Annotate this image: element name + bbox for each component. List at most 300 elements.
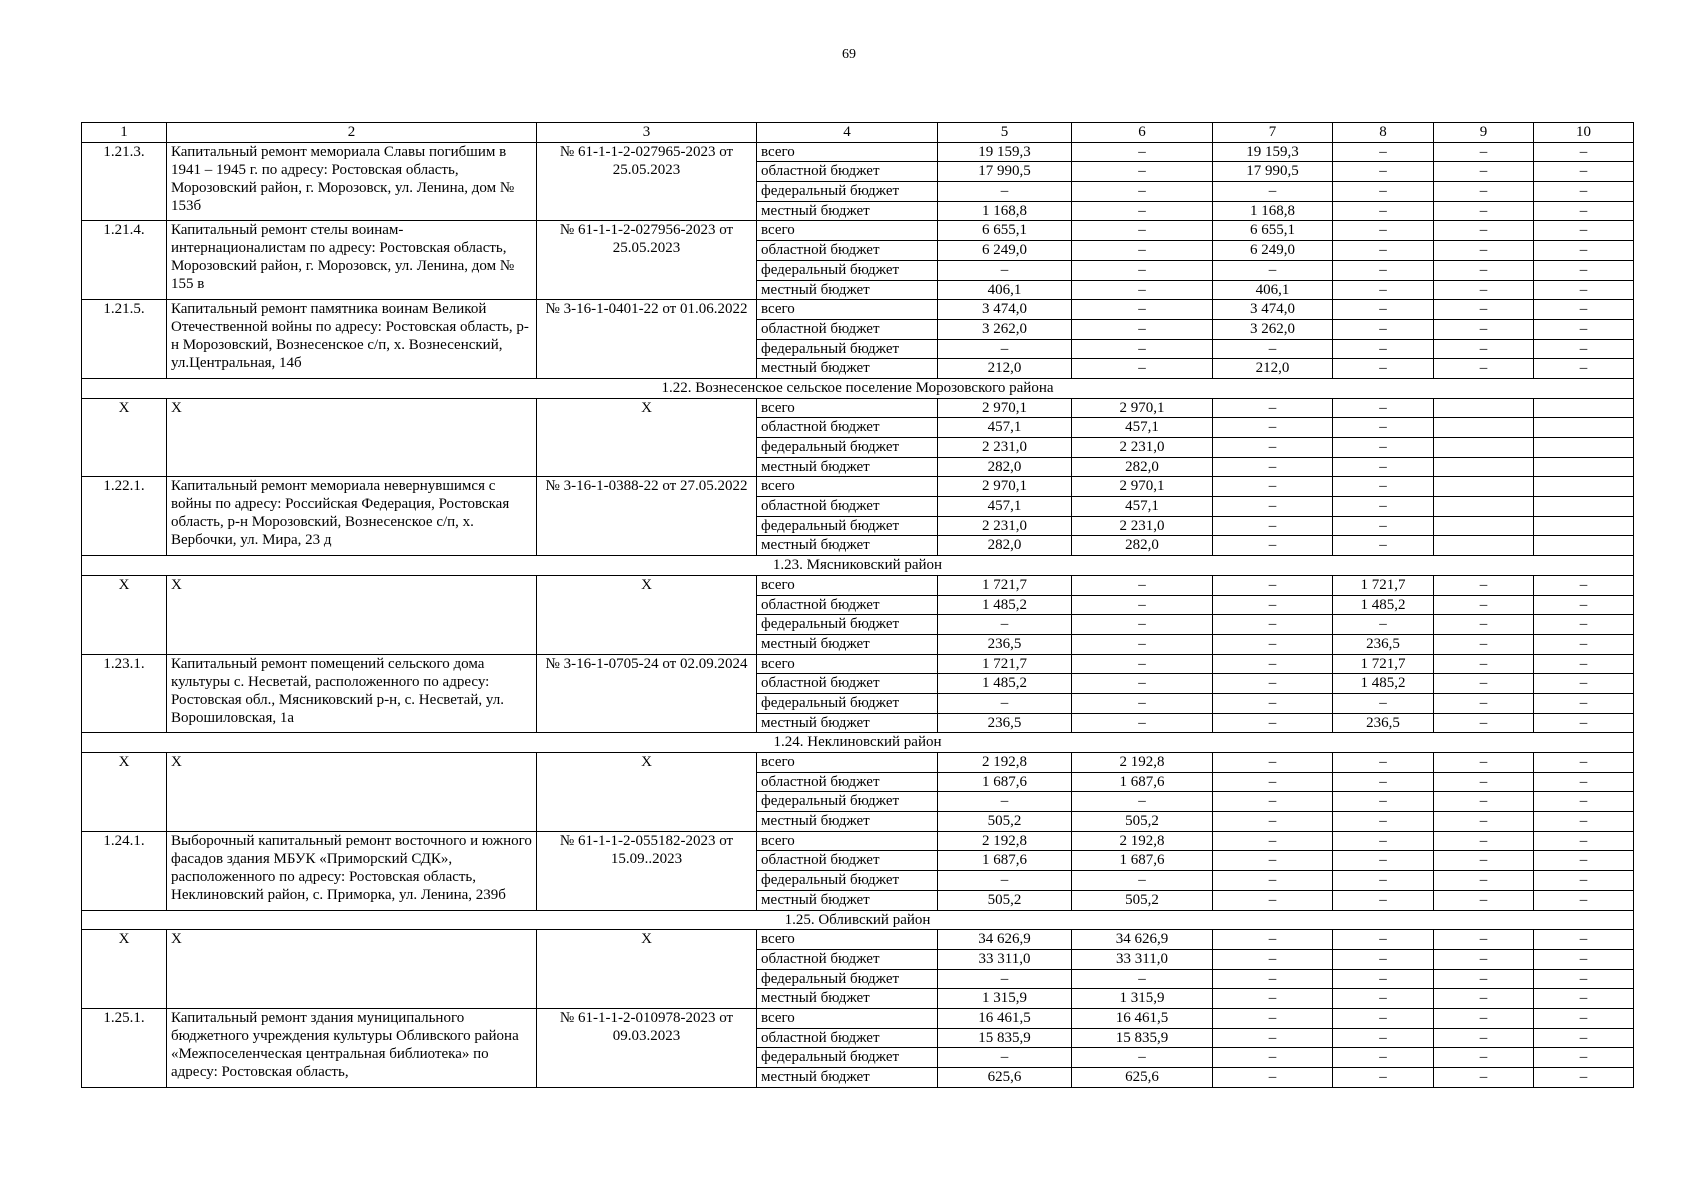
amount-cell: –: [1213, 595, 1333, 615]
amount-cell: [1434, 398, 1534, 418]
table-row: [82, 753, 1634, 773]
amount-cell: –: [1434, 654, 1534, 674]
amount-cell: 3 474,0: [1213, 300, 1333, 320]
amount-cell: –: [1434, 595, 1534, 615]
funding-source: местный бюджет: [757, 1068, 938, 1088]
funding-source: областной бюджет: [757, 319, 938, 339]
amount-cell: –: [1333, 536, 1434, 556]
amount-cell: –: [1213, 949, 1333, 969]
amount-cell: 2 970,1: [938, 477, 1072, 497]
amount-cell: –: [1534, 595, 1634, 615]
amount-cell: –: [1534, 772, 1634, 792]
amount-cell: –: [1333, 615, 1434, 635]
amount-cell: –: [1333, 438, 1434, 458]
amount-cell: –: [1213, 792, 1333, 812]
amount-cell: –: [1333, 339, 1434, 359]
funding-source: всего: [757, 575, 938, 595]
amount-cell: –: [1534, 280, 1634, 300]
funding-source: областной бюджет: [757, 497, 938, 517]
funding-source: всего: [757, 753, 938, 773]
amount-cell: –: [1333, 398, 1434, 418]
amount-cell: –: [1434, 615, 1534, 635]
amount-cell: –: [1072, 674, 1213, 694]
amount-cell: –: [1434, 713, 1534, 733]
amount-cell: [1434, 536, 1534, 556]
amount-cell: –: [1072, 615, 1213, 635]
funding-source: всего: [757, 831, 938, 851]
amount-cell: [1434, 497, 1534, 517]
column-number: 10: [1534, 123, 1634, 143]
amount-cell: –: [1213, 634, 1333, 654]
amount-cell: –: [1333, 930, 1434, 950]
amount-cell: 6 655,1: [1213, 221, 1333, 241]
object-name: Выборочный капитальный ремонт восточного и южного фасадов здания МБУК «Приморский СДК», расположенного по адресу: Ростовская область, Неклиновский район, с. Приморка, ул. Ленина, 239б: [167, 831, 537, 910]
funding-source: федеральный бюджет: [757, 792, 938, 812]
amount-cell: –: [1534, 1048, 1634, 1068]
amount-cell: 15 835,9: [1072, 1028, 1213, 1048]
funding-source: федеральный бюджет: [757, 516, 938, 536]
amount-cell: –: [1333, 812, 1434, 832]
amount-cell: –: [1333, 260, 1434, 280]
amount-cell: –: [1534, 1028, 1634, 1048]
amount-cell: –: [1434, 871, 1534, 891]
amount-cell: –: [1534, 831, 1634, 851]
funding-source: местный бюджет: [757, 201, 938, 221]
amount-cell: –: [1534, 871, 1634, 891]
amount-cell: –: [1333, 792, 1434, 812]
item-number: 1.21.5.: [82, 300, 167, 379]
amount-cell: –: [1534, 930, 1634, 950]
amount-cell: –: [1072, 871, 1213, 891]
object-name: Капитальный ремонт мемориала Славы погибшим в 1941 – 1945 г. по адресу: Ростовская область, Морозовский район, г. Морозовск, ул. Ленина, дом № 153б: [167, 142, 537, 221]
amount-cell: 2 192,8: [938, 753, 1072, 773]
amount-cell: –: [1213, 753, 1333, 773]
amount-cell: 2 192,8: [938, 831, 1072, 851]
amount-cell: 17 990,5: [938, 162, 1072, 182]
amount-cell: –: [1072, 319, 1213, 339]
amount-cell: [1534, 536, 1634, 556]
funding-source: местный бюджет: [757, 359, 938, 379]
amount-cell: –: [1213, 418, 1333, 438]
amount-cell: –: [1072, 280, 1213, 300]
page-number: 69: [842, 47, 856, 62]
funding-source: всего: [757, 930, 938, 950]
amount-cell: –: [1333, 418, 1434, 438]
amount-cell: –: [1434, 1048, 1534, 1068]
amount-cell: –: [938, 969, 1072, 989]
amount-cell: –: [1434, 753, 1534, 773]
amount-cell: –: [1333, 162, 1434, 182]
amount-cell: –: [1072, 241, 1213, 261]
funding-source: местный бюджет: [757, 713, 938, 733]
expertise-conclusion: № 61-1-1-2-027956-2023 от 25.05.2023: [537, 221, 757, 300]
funding-source: всего: [757, 142, 938, 162]
funding-source: федеральный бюджет: [757, 438, 938, 458]
funding-source: местный бюджет: [757, 890, 938, 910]
amount-cell: –: [1213, 438, 1333, 458]
funding-source: федеральный бюджет: [757, 1048, 938, 1068]
amount-cell: –: [1333, 989, 1434, 1009]
amount-cell: –: [1534, 753, 1634, 773]
amount-cell: 1 168,8: [1213, 201, 1333, 221]
amount-cell: 1 485,2: [1333, 674, 1434, 694]
amount-cell: –: [1072, 634, 1213, 654]
expertise-conclusion: Х: [537, 398, 757, 477]
funding-source: всего: [757, 1008, 938, 1028]
amount-cell: –: [938, 871, 1072, 891]
item-number: 1.23.1.: [82, 654, 167, 733]
funding-source: местный бюджет: [757, 280, 938, 300]
column-number-row: [82, 123, 1634, 143]
amount-cell: 236,5: [1333, 634, 1434, 654]
amount-cell: 236,5: [938, 713, 1072, 733]
amount-cell: –: [1333, 300, 1434, 320]
amount-cell: 1 485,2: [1333, 595, 1434, 615]
funding-source: местный бюджет: [757, 989, 938, 1009]
amount-cell: 16 461,5: [1072, 1008, 1213, 1028]
amount-cell: –: [1213, 674, 1333, 694]
amount-cell: –: [1072, 142, 1213, 162]
amount-cell: –: [1333, 969, 1434, 989]
amount-cell: 625,6: [1072, 1068, 1213, 1088]
column-number: 6: [1072, 123, 1213, 143]
amount-cell: –: [1534, 142, 1634, 162]
amount-cell: –: [1213, 516, 1333, 536]
amount-cell: –: [1434, 182, 1534, 202]
amount-cell: 1 315,9: [938, 989, 1072, 1009]
amount-cell: –: [1213, 693, 1333, 713]
amount-cell: [1534, 438, 1634, 458]
amount-cell: 236,5: [1333, 713, 1434, 733]
funding-source: всего: [757, 398, 938, 418]
amount-cell: –: [1434, 930, 1534, 950]
amount-cell: –: [1333, 772, 1434, 792]
amount-cell: –: [1534, 182, 1634, 202]
item-number: Х: [82, 575, 167, 654]
amount-cell: –: [1434, 949, 1534, 969]
table-row: [82, 142, 1634, 162]
amount-cell: 33 311,0: [1072, 949, 1213, 969]
amount-cell: 282,0: [1072, 536, 1213, 556]
amount-cell: [1434, 418, 1534, 438]
amount-cell: –: [1213, 182, 1333, 202]
amount-cell: [1534, 418, 1634, 438]
section-title: 1.25. Обливский район: [82, 910, 1634, 930]
funding-source: областной бюджет: [757, 162, 938, 182]
amount-cell: –: [1534, 221, 1634, 241]
amount-cell: –: [1434, 300, 1534, 320]
funding-source: всего: [757, 221, 938, 241]
amount-cell: –: [1213, 969, 1333, 989]
amount-cell: –: [1534, 1068, 1634, 1088]
funding-source: местный бюджет: [757, 634, 938, 654]
amount-cell: –: [1434, 1008, 1534, 1028]
amount-cell: [1434, 477, 1534, 497]
amount-cell: –: [1434, 693, 1534, 713]
amount-cell: [1534, 516, 1634, 536]
section-title: 1.22. Вознесенское сельское поселение Морозовского района: [82, 378, 1634, 398]
column-number: 7: [1213, 123, 1333, 143]
amount-cell: 212,0: [938, 359, 1072, 379]
amount-cell: 1 687,6: [1072, 772, 1213, 792]
table-row: [82, 575, 1634, 595]
amount-cell: –: [1333, 359, 1434, 379]
amount-cell: –: [1333, 457, 1434, 477]
budget-table: [81, 122, 1634, 1088]
column-number: 4: [757, 123, 938, 143]
item-number: 1.21.3.: [82, 142, 167, 221]
amount-cell: [1534, 477, 1634, 497]
table-row: [82, 930, 1634, 950]
funding-source: федеральный бюджет: [757, 693, 938, 713]
amount-cell: 406,1: [938, 280, 1072, 300]
expertise-conclusion: Х: [537, 575, 757, 654]
amount-cell: 2 192,8: [1072, 831, 1213, 851]
funding-source: федеральный бюджет: [757, 871, 938, 891]
amount-cell: [1534, 457, 1634, 477]
amount-cell: –: [1534, 359, 1634, 379]
amount-cell: –: [1434, 792, 1534, 812]
amount-cell: –: [1534, 634, 1634, 654]
amount-cell: 2 231,0: [938, 438, 1072, 458]
amount-cell: 282,0: [938, 457, 1072, 477]
amount-cell: –: [938, 339, 1072, 359]
amount-cell: 2 970,1: [938, 398, 1072, 418]
funding-source: федеральный бюджет: [757, 339, 938, 359]
object-name: Х: [167, 575, 537, 654]
amount-cell: –: [1534, 339, 1634, 359]
amount-cell: –: [1213, 713, 1333, 733]
amount-cell: 1 315,9: [1072, 989, 1213, 1009]
expertise-conclusion: № 3-16-1-0401-22 от 01.06.2022: [537, 300, 757, 379]
amount-cell: –: [1434, 674, 1534, 694]
amount-cell: 1 687,6: [938, 851, 1072, 871]
expertise-conclusion: № 3-16-1-0705-24 от 02.09.2024: [537, 654, 757, 733]
amount-cell: 1 721,7: [1333, 575, 1434, 595]
amount-cell: 505,2: [1072, 812, 1213, 832]
amount-cell: –: [1213, 1028, 1333, 1048]
amount-cell: –: [938, 182, 1072, 202]
amount-cell: –: [1072, 201, 1213, 221]
amount-cell: 6 655,1: [938, 221, 1072, 241]
amount-cell: 34 626,9: [1072, 930, 1213, 950]
funding-source: федеральный бюджет: [757, 182, 938, 202]
amount-cell: –: [1534, 812, 1634, 832]
item-number: Х: [82, 930, 167, 1009]
amount-cell: 1 721,7: [938, 575, 1072, 595]
amount-cell: –: [1434, 575, 1534, 595]
amount-cell: –: [1333, 241, 1434, 261]
table-row: [82, 477, 1634, 497]
expertise-conclusion: № 3-16-1-0388-22 от 27.05.2022: [537, 477, 757, 556]
section-title: 1.23. Мясниковский район: [82, 556, 1634, 576]
amount-cell: –: [1434, 339, 1534, 359]
amount-cell: 505,2: [1072, 890, 1213, 910]
amount-cell: 19 159,3: [1213, 142, 1333, 162]
object-name: Х: [167, 930, 537, 1009]
funding-source: местный бюджет: [757, 536, 938, 556]
funding-source: всего: [757, 477, 938, 497]
amount-cell: –: [1534, 949, 1634, 969]
table-row: [82, 300, 1634, 320]
section-row: [82, 733, 1634, 753]
amount-cell: –: [1534, 654, 1634, 674]
funding-source: областной бюджет: [757, 674, 938, 694]
amount-cell: –: [1213, 1008, 1333, 1028]
amount-cell: –: [1534, 989, 1634, 1009]
amount-cell: –: [938, 792, 1072, 812]
amount-cell: [1434, 457, 1534, 477]
amount-cell: –: [938, 1048, 1072, 1068]
amount-cell: –: [1333, 1048, 1434, 1068]
column-number: 1: [82, 123, 167, 143]
amount-cell: 1 687,6: [938, 772, 1072, 792]
amount-cell: –: [1072, 693, 1213, 713]
amount-cell: 2 231,0: [1072, 438, 1213, 458]
amount-cell: 282,0: [1072, 457, 1213, 477]
amount-cell: –: [1534, 241, 1634, 261]
amount-cell: –: [1434, 969, 1534, 989]
expertise-conclusion: Х: [537, 930, 757, 1009]
object-name: Капитальный ремонт памятника воинам Великой Отечественной войны по адресу: Ростовская область, р-н Морозовский, Вознесенское с/п, х. Вознесенский, ул.Центральная, 14б: [167, 300, 537, 379]
amount-cell: –: [1072, 339, 1213, 359]
amount-cell: –: [1434, 890, 1534, 910]
amount-cell: 1 485,2: [938, 595, 1072, 615]
amount-cell: –: [1534, 1008, 1634, 1028]
amount-cell: –: [1213, 615, 1333, 635]
amount-cell: –: [1434, 772, 1534, 792]
amount-cell: –: [1213, 339, 1333, 359]
table-row: [82, 1008, 1634, 1028]
amount-cell: –: [1534, 319, 1634, 339]
amount-cell: –: [1333, 280, 1434, 300]
amount-cell: 212,0: [1213, 359, 1333, 379]
object-name: Капитальный ремонт помещений сельского дома культуры с. Несветай, расположенного по адресу: Ростовская обл., Мясниковский р-н, с. Несветай, ул. Ворошиловская, 1а: [167, 654, 537, 733]
amount-cell: –: [1534, 260, 1634, 280]
item-number: 1.25.1.: [82, 1008, 167, 1087]
funding-source: областной бюджет: [757, 418, 938, 438]
amount-cell: –: [1333, 693, 1434, 713]
object-name: Х: [167, 398, 537, 477]
amount-cell: –: [1534, 693, 1634, 713]
amount-cell: –: [1534, 162, 1634, 182]
amount-cell: –: [1534, 201, 1634, 221]
item-number: 1.22.1.: [82, 477, 167, 556]
amount-cell: 34 626,9: [938, 930, 1072, 950]
amount-cell: –: [1213, 536, 1333, 556]
amount-cell: –: [1333, 1028, 1434, 1048]
amount-cell: 6 249,0: [1213, 241, 1333, 261]
amount-cell: –: [1333, 831, 1434, 851]
amount-cell: [1534, 398, 1634, 418]
amount-cell: –: [1333, 871, 1434, 891]
table-row: [82, 398, 1634, 418]
item-number: 1.24.1.: [82, 831, 167, 910]
expertise-conclusion: № 61-1-1-2-055182-2023 от 15.09..2023: [537, 831, 757, 910]
amount-cell: 505,2: [938, 890, 1072, 910]
amount-cell: –: [1434, 260, 1534, 280]
amount-cell: 3 262,0: [938, 319, 1072, 339]
funding-source: всего: [757, 654, 938, 674]
amount-cell: –: [1072, 575, 1213, 595]
amount-cell: 2 970,1: [1072, 398, 1213, 418]
column-number: 2: [167, 123, 537, 143]
item-number: 1.21.4.: [82, 221, 167, 300]
amount-cell: 1 721,7: [1333, 654, 1434, 674]
amount-cell: –: [1072, 359, 1213, 379]
amount-cell: 457,1: [1072, 418, 1213, 438]
amount-cell: –: [1534, 615, 1634, 635]
amount-cell: 1 687,6: [1072, 851, 1213, 871]
amount-cell: –: [1213, 654, 1333, 674]
amount-cell: –: [1213, 772, 1333, 792]
funding-source: областной бюджет: [757, 772, 938, 792]
amount-cell: –: [1072, 654, 1213, 674]
amount-cell: –: [1213, 398, 1333, 418]
funding-source: областной бюджет: [757, 241, 938, 261]
object-name: Капитальный ремонт стелы воинам-интернационалистам по адресу: Ростовская область, Морозовский район, г. Морозовск, ул. Ленина, дом № 155 в: [167, 221, 537, 300]
amount-cell: –: [1434, 201, 1534, 221]
funding-source: местный бюджет: [757, 812, 938, 832]
amount-cell: –: [1213, 851, 1333, 871]
funding-source: федеральный бюджет: [757, 615, 938, 635]
amount-cell: 2 231,0: [1072, 516, 1213, 536]
amount-cell: –: [938, 615, 1072, 635]
expertise-conclusion: № 61-1-1-2-027965-2023 от 25.05.2023: [537, 142, 757, 221]
amount-cell: –: [1333, 851, 1434, 871]
column-number: 5: [938, 123, 1072, 143]
amount-cell: –: [1333, 497, 1434, 517]
section-row: [82, 556, 1634, 576]
amount-cell: –: [1333, 516, 1434, 536]
amount-cell: –: [1213, 890, 1333, 910]
amount-cell: –: [1434, 634, 1534, 654]
amount-cell: 16 461,5: [938, 1008, 1072, 1028]
object-name: Х: [167, 753, 537, 832]
amount-cell: –: [1213, 989, 1333, 1009]
amount-cell: –: [1213, 930, 1333, 950]
funding-source: федеральный бюджет: [757, 260, 938, 280]
amount-cell: –: [1072, 182, 1213, 202]
amount-cell: –: [1333, 221, 1434, 241]
amount-cell: 2 970,1: [1072, 477, 1213, 497]
amount-cell: –: [938, 693, 1072, 713]
amount-cell: –: [1333, 182, 1434, 202]
amount-cell: 19 159,3: [938, 142, 1072, 162]
funding-source: федеральный бюджет: [757, 969, 938, 989]
amount-cell: 17 990,5: [1213, 162, 1333, 182]
object-name: Капитальный ремонт мемориала невернувшимся с войны по адресу: Российская Федерация, Ростовская область, р-н Морозовский, Вознесенское с/п, х. Вербочки, ул. Мира, 23 д: [167, 477, 537, 556]
amount-cell: –: [1534, 575, 1634, 595]
amount-cell: –: [1534, 792, 1634, 812]
amount-cell: 505,2: [938, 812, 1072, 832]
amount-cell: –: [1333, 890, 1434, 910]
amount-cell: –: [1213, 497, 1333, 517]
column-number: 9: [1434, 123, 1534, 143]
section-title: 1.24. Неклиновский район: [82, 733, 1634, 753]
amount-cell: 457,1: [938, 497, 1072, 517]
amount-cell: 406,1: [1213, 280, 1333, 300]
amount-cell: –: [1434, 142, 1534, 162]
amount-cell: –: [1434, 989, 1534, 1009]
amount-cell: –: [1434, 280, 1534, 300]
amount-cell: –: [1434, 221, 1534, 241]
table-row: [82, 221, 1634, 241]
amount-cell: –: [1333, 1008, 1434, 1028]
expertise-conclusion: № 61-1-1-2-010978-2023 от 09.03.2023: [537, 1008, 757, 1087]
amount-cell: –: [1213, 575, 1333, 595]
item-number: Х: [82, 398, 167, 477]
